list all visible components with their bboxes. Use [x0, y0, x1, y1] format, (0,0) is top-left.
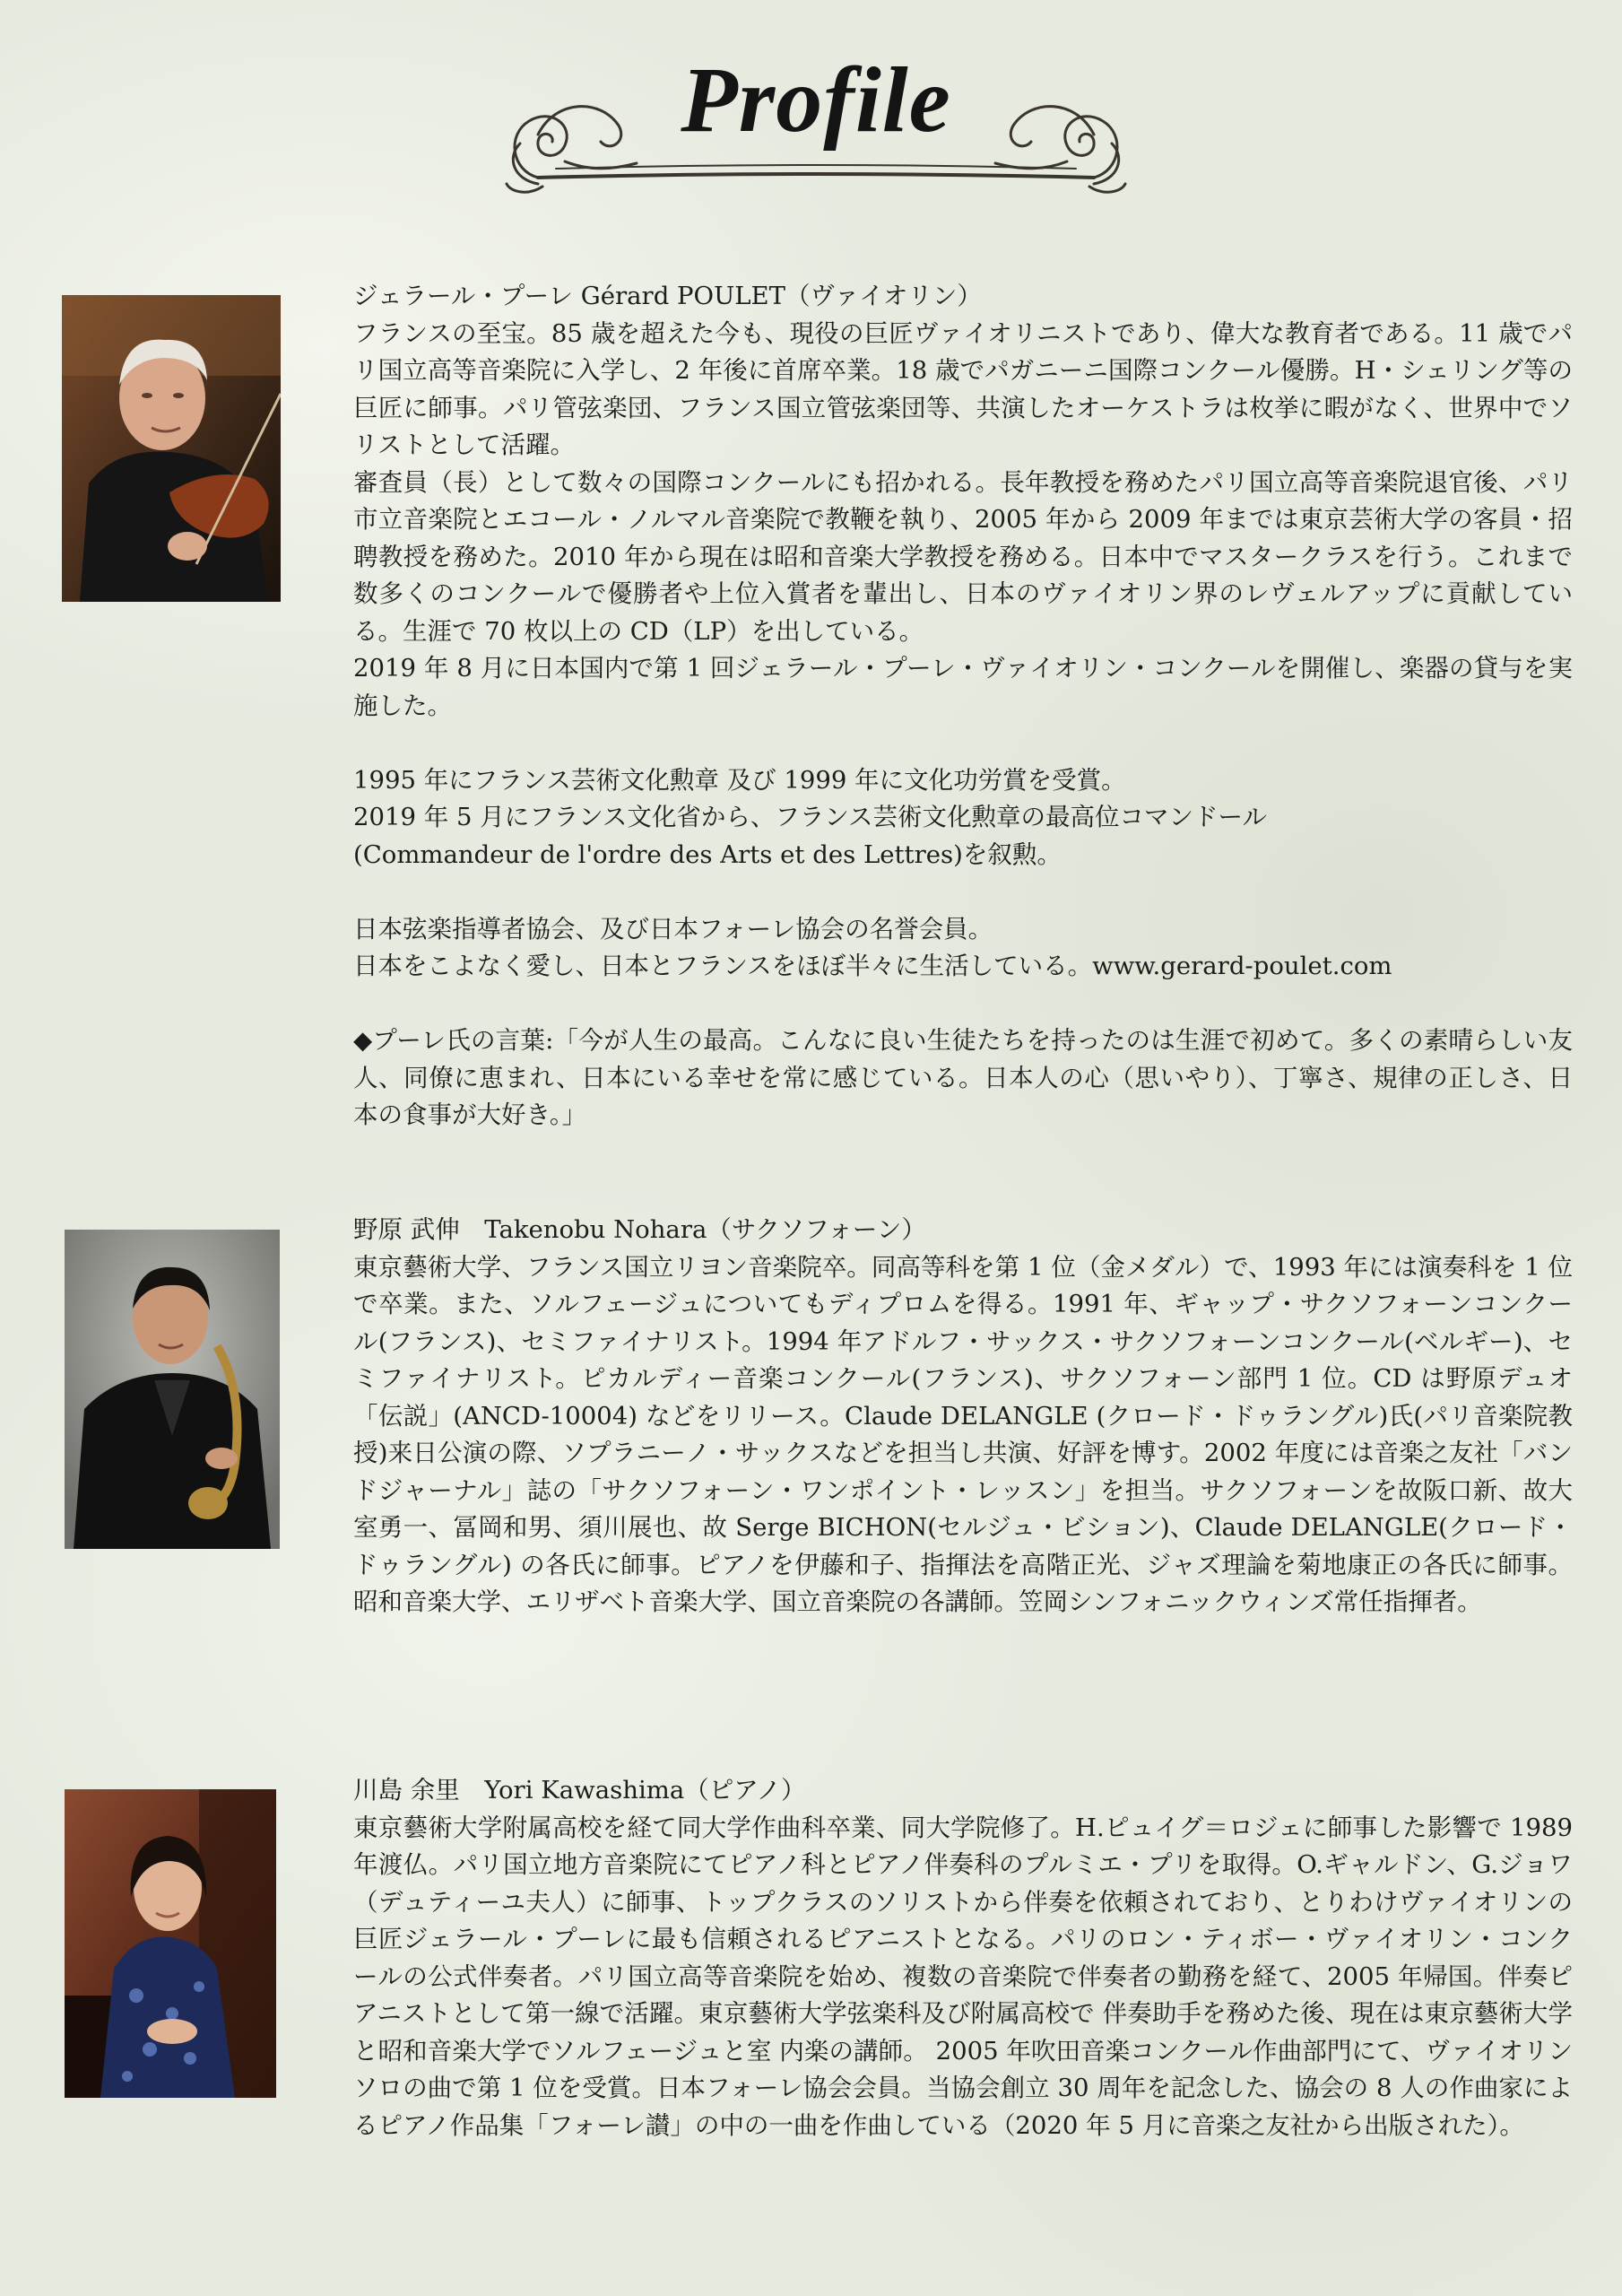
profile-paragraph: (Commandeur de l'ordre des Arts et des Lettres)を叙勲。	[353, 839, 1062, 869]
profile-paragraph: 日本弦楽指導者協会、及び日本フォーレ協会の名誉会員。	[353, 914, 993, 944]
profile-paragraph: 審査員（長）として数々の国際コンクールにも招かれる。長年教授を務めたパリ国立高等音楽院退官後、パリ市立音楽院とエコール・ノルマル音楽院で教鞭を執り、2005 年から 2009 年までは東京芸術大学の客員・招聘教授を務めた。2010 年から現在は昭和音楽大学教授を務める。日本中でマスタークラスを行う。これまで数多くのコンクールで優勝者や上位入賞者を輩出し、日本のヴァイオリン界のレヴェルアップに貢献している。生涯で 70 枚以上の CD（LP）を出している。	[353, 467, 1573, 646]
profile-paragraph: 1995 年にフランス芸術文化勲章 及び 1999 年に文化功労賞を受賞。	[353, 765, 1126, 795]
profile-paragraph: フランスの至宝。85 歳を超えた今も、現役の巨匠ヴァイオリニストであり、偉大な教育者である。11 歳でパリ国立高等音楽院に入学し、2 年後に首席卒業。18 歳でパガニーニ国際コンクール優勝。H・シェリング等の巨匠に師事。パリ管弦楽団、フランス国立管弦楽団等、共演したオーケストラは枚挙に暇がなく、世界中でソリストとして活躍。	[353, 318, 1573, 459]
violinist-portrait-photo	[62, 295, 281, 602]
paragraph-gap	[353, 986, 1573, 1023]
profile-paragraph: 2019 年 5 月にフランス文化省から、フランス芸術文化勲章の最高位コマンドール	[353, 803, 1268, 831]
page-title: Profile	[681, 48, 951, 152]
profile-name-line: ジェラール・プーレ Gérard POULET（ヴァイオリン）	[353, 282, 982, 310]
profile-paragraph: 東京藝術大学附属高校を経て同大学作曲科卒業、同大学院修了。H.ピュイグ＝ロジェに師事した影響で 1989 年渡仏。パリ国立地方音楽院にてピアノ科とピアノ伴奏科のプルミエ・プリを取得。O.ギャルドン、G.ジョワ（デュティーユ夫人）に師事、トップクラスのソリストから伴奏を依頼されており、とりわけヴァイオリンの巨匠ジェラール・プーレに最も信頼されるピアニストとなる。パリのロン・ティボー・ヴァイオリン・コンクールの公式伴奏者。パリ国立高等音楽院を始め、複数の音楽院で伴奏者の勤務を経て、2005 年帰国。伴奏ピアニストとして第一線で活躍。東京藝術大学弦楽科及び附属高校で 伴奏助手を務めた後、現在は東京藝術大学と昭和音楽大学でソルフェージュと室 内楽の講師。 2005 年吹田音楽コンクール作曲部門にて、ヴァイオリンソロの曲で第 1 位を受賞。日本フォーレ協会会員。当協会創立 30 周年を記念した、協会の 8 人の作曲家によるピアノ作品集「フォーレ讃」の中の一曲を作曲している（2020 年 5 月に音楽之友社から出版された）。	[353, 1813, 1573, 2140]
paragraph-gap	[353, 874, 1573, 911]
pianist-portrait-photo	[65, 1789, 276, 2098]
profile-kawashima	[353, 1772, 1573, 2144]
paragraph-gap	[353, 725, 1573, 762]
profile-quote: ◆プーレ氏の言葉:「今が人生の最高。こんなに良い生徒たちを持ったのは生涯で初めて。多くの素晴らしい友人、同僚に恵まれ、日本にいる幸せを常に感じている。日本人の心（思いやり）、丁寧さ、規律の正しさ、日本の食事が大好き。」	[353, 1026, 1574, 1129]
profile-poulet	[353, 278, 1573, 1135]
profile-name-line: 野原 武伸 Takenobu Nohara（サクソフォーン）	[353, 1215, 926, 1244]
profile-paragraph: 東京藝術大学、フランス国立リヨン音楽院卒。同高等科を第 1 位（金メダル）で、1993 年には演奏科を 1 位で卒業。また、ソルフェージュについてもディプロムを得る。1991 年、ギャップ・サクソフォーンコンクール(フランス)、セミファイナリスト。1994 年アドルフ・サックス・サクソフォーンコンクール(ベルギー)、セミファイナリスト。ピカルディー音楽コンクール(フランス)、サクソフォーン部門 1 位。CD は野原デュオ「伝説」(ANCD-10004) などをリリース。Claude DELANGLE (クロード・ドゥラングル)氏(パリ音楽院教授)来日公演の際、ソプラニーノ・サックスなどを担当し共演、好評を博す。2002 年度には音楽之友社「バンドジャーナル」誌の「サクソフォーン・ワンポイント・レッスン」を担当。サクソフォーンを故阪口新、故大室勇一、冨岡和男、須川展也、故 Serge BICHON(セルジュ・ビション)、Claude DELANGLE(クロード・ドゥラングル) の各氏に師事。ピアノを伊藤和子、指揮法を高階正光、ジャズ理論を菊地康正の各氏に師事。昭和音楽大学、エリザベト音楽大学、国立音楽院の各講師。笠岡シンフォニックウィンズ常任指揮者。	[353, 1252, 1573, 1616]
profile-nohara	[353, 1212, 1573, 1622]
profile-name-line: 川島 余里 Yori Kawashima（ピアノ）	[353, 1776, 806, 1805]
page-header	[502, 36, 1130, 206]
profile-paragraph: 日本をこよなく愛し、日本とフランスをほぼ半々に生活している。www.gerard-poulet.com	[353, 952, 1392, 980]
profile-paragraph: 2019 年 8 月に日本国内で第 1 回ジェラール・プーレ・ヴァイオリン・コンクールを開催し、楽器の貸与を実施した。	[353, 654, 1573, 720]
saxophonist-portrait-photo	[65, 1230, 280, 1549]
